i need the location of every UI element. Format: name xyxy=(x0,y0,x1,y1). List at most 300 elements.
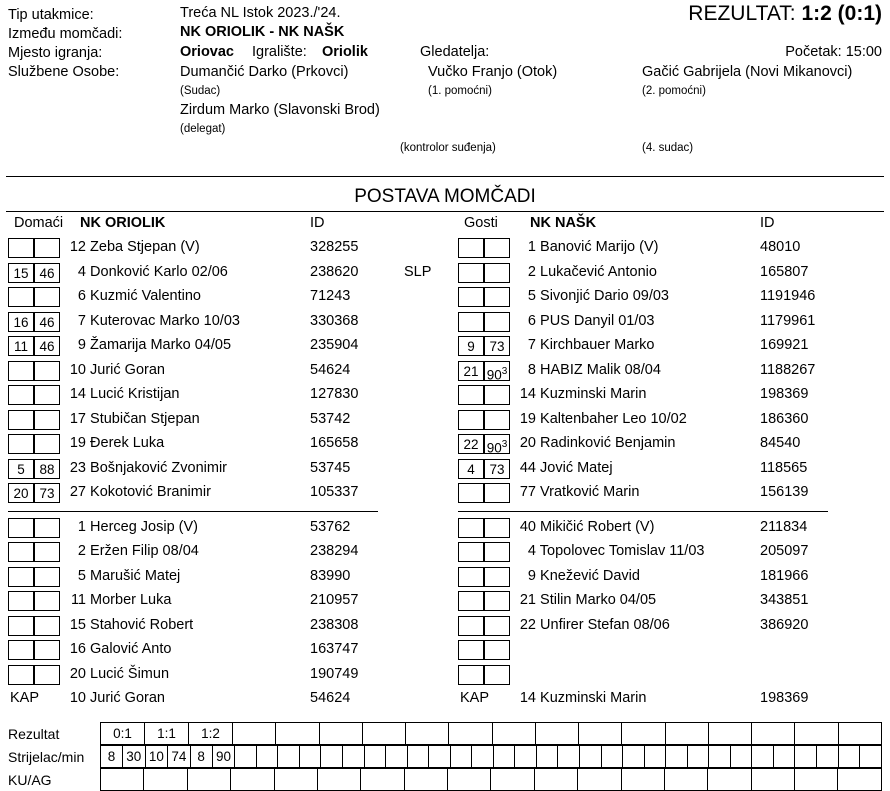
player-sub-in-box[interactable] xyxy=(8,410,34,430)
scorer-cell[interactable] xyxy=(730,746,752,768)
player-id: 163747 xyxy=(310,641,359,657)
player-sub-in-box[interactable] xyxy=(458,385,484,405)
player-sub-in-box[interactable] xyxy=(458,483,484,503)
player-name: 4 Donković Karlo 02/06 xyxy=(77,263,228,280)
player-sub-in-box[interactable] xyxy=(458,542,484,562)
player-sub-minute-box[interactable] xyxy=(484,640,510,660)
player-sub-in-box[interactable] xyxy=(458,238,484,258)
report-header xyxy=(0,0,890,165)
player-sub-minute-box[interactable] xyxy=(34,361,60,381)
ku-ag-cell[interactable] xyxy=(578,769,621,791)
player-row[interactable] xyxy=(458,566,886,591)
officials-ar1-column xyxy=(428,63,628,101)
player-row[interactable] xyxy=(8,566,448,591)
player-row[interactable] xyxy=(458,590,886,615)
scorer-cell[interactable] xyxy=(709,746,731,768)
scorer-cell[interactable] xyxy=(429,746,451,768)
player-name: 9 Žamarija Marko 04/05 xyxy=(77,337,232,353)
player-id: 105337 xyxy=(310,484,359,500)
result-row xyxy=(8,722,882,745)
home-captain-id: 54624 xyxy=(310,690,351,706)
result-cell[interactable] xyxy=(492,723,535,745)
section-title: POSTAVA MOMČADI xyxy=(354,186,536,207)
player-sub-minute-box[interactable] xyxy=(34,434,60,454)
result-cell[interactable] xyxy=(579,723,622,745)
player-name: 17 Stubičan Stjepan xyxy=(69,410,200,427)
player-name: 40 Mikičić Robert (V) xyxy=(519,518,655,535)
label-between-teams: Između momčadi: xyxy=(8,26,123,42)
player-row[interactable] xyxy=(458,311,886,336)
player-sub-minute-box[interactable] xyxy=(34,616,60,636)
scorer-cell[interactable] xyxy=(687,746,709,768)
ku-ag-cell[interactable] xyxy=(708,769,751,791)
scorer-cell[interactable] xyxy=(515,746,537,768)
player-id: 343851 xyxy=(760,592,809,608)
player-sub-minute-box[interactable]: 73 xyxy=(484,459,510,479)
scorer-cell[interactable] xyxy=(795,746,817,768)
referee-controller-role: (kontrolor suđenja) xyxy=(400,142,496,154)
player-sub-minute-box[interactable] xyxy=(484,665,510,685)
player-row[interactable] xyxy=(8,615,448,640)
fourth-official-role: (4. sudac) xyxy=(642,142,694,154)
assistant-referee-2-role: (2. pomoćni) xyxy=(642,85,706,97)
scorer-cell[interactable] xyxy=(299,746,321,768)
player-id: 118565 xyxy=(760,459,808,476)
result-cell[interactable] xyxy=(276,723,319,745)
scorer-cell[interactable] xyxy=(321,746,343,768)
scorer-cell[interactable] xyxy=(493,746,515,768)
player-row[interactable] xyxy=(8,237,448,262)
player-id: 190749 xyxy=(310,665,359,682)
player-row[interactable] xyxy=(8,409,448,434)
player-sub-minute-box[interactable] xyxy=(34,518,60,538)
player-sub-in-box[interactable]: 16 xyxy=(8,312,34,332)
delegate-name: Zirdum Marko (Slavonski Brod) xyxy=(180,102,380,118)
scorer-cell[interactable]: 8 xyxy=(190,746,212,768)
player-sub-in-box[interactable] xyxy=(458,263,484,283)
player-sub-in-box[interactable] xyxy=(458,665,484,685)
venue-name: Oriolik xyxy=(322,44,368,60)
home-starters-list xyxy=(8,237,448,507)
result-cell[interactable]: 1:2 xyxy=(189,723,233,745)
scorer-cell[interactable] xyxy=(752,746,774,768)
player-name: 16 Galović Anto xyxy=(69,641,172,657)
player-name: 4 Topolovec Tomislav 11/03 xyxy=(527,543,705,559)
referee-name: Dumančić Darko (Prkovci) xyxy=(180,64,349,80)
player-name: 22 Unfirer Stefan 08/06 xyxy=(519,616,670,633)
competition-name: Treća NL Istok 2023./'24. xyxy=(180,5,341,21)
player-row[interactable] xyxy=(458,360,886,385)
result-cell[interactable]: 0:1 xyxy=(101,723,145,745)
player-row[interactable] xyxy=(8,384,448,409)
player-id: 165658 xyxy=(310,435,359,451)
player-sub-in-box[interactable]: 9 xyxy=(458,336,484,356)
player-row[interactable] xyxy=(8,639,448,664)
player-row[interactable] xyxy=(458,433,886,458)
scorer-cell[interactable]: 8 xyxy=(101,746,123,768)
player-name: 23 Bošnjaković Zvonimir xyxy=(69,459,228,476)
player-sub-in-box[interactable] xyxy=(8,616,34,636)
result-cell[interactable] xyxy=(319,723,362,745)
player-row[interactable] xyxy=(458,409,886,434)
officials-main-column xyxy=(180,63,405,139)
player-sub-in-box[interactable] xyxy=(8,385,34,405)
scorer-cell[interactable] xyxy=(623,746,645,768)
player-name: 2 Lukačević Antonio xyxy=(527,263,657,280)
player-sub-in-box[interactable]: 20 xyxy=(8,483,34,503)
result-row-label: Rezultat xyxy=(8,725,60,742)
player-row[interactable] xyxy=(8,590,448,615)
result-cell[interactable] xyxy=(622,723,665,745)
player-row[interactable] xyxy=(458,286,886,311)
scorer-row xyxy=(8,745,882,768)
player-sub-in-box[interactable]: 11 xyxy=(8,336,34,356)
player-name: 12 Zeba Stjepan (V) xyxy=(69,239,200,255)
player-sub-minute-box[interactable]: 73 xyxy=(34,483,60,503)
player-id: 238620 xyxy=(310,263,359,280)
player-name: 9 Knežević David xyxy=(527,567,640,584)
scorer-cell[interactable] xyxy=(342,746,364,768)
player-name: 27 Kokotović Branimir xyxy=(69,484,211,500)
player-sub-minute-box[interactable] xyxy=(484,287,510,307)
player-row[interactable] xyxy=(8,311,448,336)
player-row[interactable] xyxy=(8,262,448,287)
player-sub-minute-box[interactable] xyxy=(484,591,510,611)
scorer-cell[interactable] xyxy=(666,746,688,768)
player-id: 330368 xyxy=(310,312,359,329)
player-id: 238294 xyxy=(310,543,359,559)
player-sub-minute-box[interactable] xyxy=(484,263,510,283)
home-team-block xyxy=(8,213,448,712)
scorer-cell[interactable]: 74 xyxy=(168,746,191,768)
kickoff-time: Početak: 15:00 xyxy=(785,44,882,60)
away-starters-list xyxy=(458,237,886,507)
ku-ag-cell[interactable] xyxy=(491,769,534,791)
result-cell[interactable] xyxy=(535,723,578,745)
result-cell[interactable] xyxy=(665,723,708,745)
ku-ag-cell[interactable] xyxy=(448,769,491,791)
player-id: 186360 xyxy=(760,410,809,427)
ku-ag-cell[interactable] xyxy=(361,769,404,791)
player-id: 205097 xyxy=(760,543,809,559)
scorer-cell[interactable] xyxy=(364,746,386,768)
player-row[interactable] xyxy=(8,458,448,483)
away-side-label: Gosti xyxy=(464,215,498,231)
player-sub-in-box[interactable] xyxy=(458,410,484,430)
label-venue: Mjesto igranja: xyxy=(8,45,103,61)
ku-ag-cell[interactable] xyxy=(621,769,664,791)
match-title: NK ORIOLIK - NK NAŠK xyxy=(180,24,345,40)
header-divider xyxy=(6,176,884,177)
ku-ag-row-label: KU/AG xyxy=(8,771,52,788)
player-name: 2 Eržen Filip 08/04 xyxy=(77,543,199,559)
player-sub-minute-box[interactable] xyxy=(34,640,60,660)
player-id: 84540 xyxy=(760,435,801,451)
player-sub-minute-box[interactable] xyxy=(34,542,60,562)
venue-label: Igralište: xyxy=(252,44,307,60)
player-name: 14 Lucić Kristijan xyxy=(69,386,180,402)
player-sub-minute-box[interactable] xyxy=(34,591,60,611)
player-id: 53745 xyxy=(310,459,351,476)
ku-ag-cell[interactable] xyxy=(231,769,274,791)
ku-ag-cell[interactable] xyxy=(751,769,794,791)
player-row[interactable] xyxy=(8,664,448,689)
events-table xyxy=(8,722,882,791)
ku-ag-cell[interactable] xyxy=(144,769,187,791)
player-id: 181966 xyxy=(760,567,809,584)
away-team-name: NK NAŠK xyxy=(530,215,597,231)
player-row[interactable] xyxy=(458,482,886,507)
player-sub-minute-box[interactable] xyxy=(484,385,510,405)
player-id: 235904 xyxy=(310,337,359,353)
player-name: 8 HABIZ Malik 08/04 xyxy=(527,361,661,378)
player-sub-in-box[interactable] xyxy=(458,567,484,587)
player-row[interactable] xyxy=(458,458,886,483)
player-sub-minute-box[interactable] xyxy=(34,665,60,685)
player-sub-minute-box[interactable]: 46 xyxy=(34,312,60,332)
player-row[interactable] xyxy=(458,262,886,287)
player-id: 53742 xyxy=(310,410,351,427)
venue-town: Oriovac xyxy=(180,44,234,60)
player-sub-minute-box[interactable]: 73 xyxy=(484,336,510,356)
player-row[interactable] xyxy=(458,335,886,360)
home-id-label: ID xyxy=(310,215,325,231)
result-cell[interactable] xyxy=(795,723,838,745)
player-id: 386920 xyxy=(760,616,809,633)
player-sub-in-box[interactable] xyxy=(8,287,34,307)
player-row[interactable] xyxy=(458,639,886,664)
player-id: 210957 xyxy=(310,592,359,608)
scorer-cell[interactable] xyxy=(860,746,882,768)
scorer-cell[interactable] xyxy=(601,746,623,768)
player-sub-in-box[interactable] xyxy=(8,434,34,454)
player-sub-in-box[interactable]: 4 xyxy=(458,459,484,479)
delegate-role: (delegat) xyxy=(180,123,226,135)
player-row[interactable] xyxy=(458,384,886,409)
player-sub-in-box[interactable] xyxy=(8,567,34,587)
player-sub-in-box[interactable] xyxy=(458,640,484,660)
ku-ag-cell[interactable] xyxy=(187,769,230,791)
player-sub-in-box[interactable] xyxy=(458,518,484,538)
player-name xyxy=(516,666,536,682)
player-sub-minute-box[interactable]: 46 xyxy=(34,263,60,283)
home-subs-divider xyxy=(8,511,378,512)
referee-role: (Sudac) xyxy=(180,85,221,97)
player-sub-in-box[interactable] xyxy=(8,518,34,538)
player-id: 198369 xyxy=(760,386,809,402)
scorer-cell[interactable] xyxy=(558,746,580,768)
away-captain-id: 198369 xyxy=(760,690,809,706)
player-name: 6 PUS Danyil 01/03 xyxy=(527,312,655,329)
player-sub-minute-box[interactable] xyxy=(484,483,510,503)
player-sub-minute-box[interactable]: 46 xyxy=(34,336,60,356)
player-id: 1188267 xyxy=(760,361,816,378)
away-captain-row xyxy=(458,688,886,712)
ku-ag-cell[interactable] xyxy=(404,769,447,791)
player-sub-in-box[interactable]: 5 xyxy=(8,459,34,479)
player-sub-in-box[interactable]: 21 xyxy=(458,361,484,381)
player-name: 5 Marušić Matej xyxy=(77,567,181,584)
player-sub-minute-box[interactable]: 88 xyxy=(34,459,60,479)
player-sub-in-box[interactable] xyxy=(458,591,484,611)
player-name: 44 Jović Matej xyxy=(519,459,613,476)
scorer-cell[interactable] xyxy=(536,746,558,768)
player-name: 1 Banović Marijo (V) xyxy=(527,239,659,255)
player-sub-in-box[interactable] xyxy=(8,640,34,660)
scorer-cell[interactable] xyxy=(472,746,494,768)
player-row[interactable] xyxy=(458,615,886,640)
player-sub-minute-box[interactable] xyxy=(484,312,510,332)
player-id: 328255 xyxy=(310,239,359,255)
player-row[interactable] xyxy=(8,541,448,566)
result-cell[interactable] xyxy=(449,723,492,745)
assistant-referee-1-role: (1. pomoćni) xyxy=(428,85,492,97)
player-sub-in-box[interactable] xyxy=(8,238,34,258)
result-cell[interactable] xyxy=(708,723,751,745)
player-row[interactable] xyxy=(8,335,448,360)
ku-ag-cell[interactable] xyxy=(795,769,838,791)
player-sub-in-box[interactable] xyxy=(8,542,34,562)
ku-ag-cell[interactable] xyxy=(317,769,360,791)
player-sub-minute-box[interactable] xyxy=(484,616,510,636)
player-row[interactable] xyxy=(8,286,448,311)
player-name: 10 Jurić Goran xyxy=(69,361,165,378)
player-sub-minute-box[interactable] xyxy=(34,567,60,587)
scorer-cell[interactable] xyxy=(235,746,257,768)
away-subs-divider xyxy=(458,511,828,512)
officials-ar2-column xyxy=(642,63,890,101)
player-id: 53762 xyxy=(310,518,351,535)
scorer-cell[interactable] xyxy=(256,746,278,768)
scorer-cell[interactable] xyxy=(278,746,300,768)
scorer-row-label: Strijelac/min xyxy=(8,748,85,765)
player-sub-minute-box[interactable]: $90^3$ xyxy=(484,361,510,381)
player-id: 48010 xyxy=(760,239,801,255)
player-id: 71243 xyxy=(310,288,351,304)
player-name: 5 Sivonjić Dario 09/03 xyxy=(527,288,669,304)
player-sub-minute-box[interactable]: $90^3$ xyxy=(484,434,510,454)
player-sub-minute-box[interactable] xyxy=(484,238,510,258)
player-name: 7 Kuterovac Marko 10/03 xyxy=(77,312,240,329)
player-name xyxy=(516,641,536,657)
player-row[interactable] xyxy=(458,664,886,689)
scorer-cell[interactable] xyxy=(644,746,666,768)
away-id-label: ID xyxy=(760,215,775,231)
player-name: 21 Stilin Marko 04/05 xyxy=(519,592,657,608)
home-captain-row xyxy=(8,688,448,712)
player-sub-minute-box[interactable] xyxy=(484,542,510,562)
header-label-column xyxy=(8,6,178,82)
scorer-cell[interactable] xyxy=(386,746,408,768)
player-sub-in-box[interactable] xyxy=(458,312,484,332)
player-id: 156139 xyxy=(760,484,809,500)
away-team-block xyxy=(458,213,886,712)
home-substitutes-list xyxy=(8,517,448,689)
player-sub-minute-box[interactable] xyxy=(484,518,510,538)
result-cell[interactable] xyxy=(752,723,795,745)
home-column-header xyxy=(8,213,448,237)
assistant-referee-1-name: Vučko Franjo (Otok) xyxy=(428,64,558,80)
player-row[interactable] xyxy=(458,517,886,542)
result-cell[interactable] xyxy=(406,723,449,745)
player-id: 1179961 xyxy=(760,312,816,329)
home-captain-name: 10 Jurić Goran xyxy=(69,690,165,706)
player-name: 14 Kuzminski Marin xyxy=(519,386,647,402)
player-row[interactable] xyxy=(8,360,448,385)
player-row[interactable] xyxy=(458,541,886,566)
ku-ag-cell[interactable] xyxy=(101,769,144,791)
player-sub-in-box[interactable] xyxy=(458,616,484,636)
player-row[interactable] xyxy=(8,482,448,507)
result-cell[interactable]: 1:1 xyxy=(145,723,189,745)
player-sub-minute-box[interactable] xyxy=(484,567,510,587)
player-name: 19 Kaltenbaher Leo 10/02 xyxy=(519,410,687,427)
player-sub-in-box[interactable] xyxy=(8,361,34,381)
player-id: 54624 xyxy=(310,361,351,378)
player-sub-in-box[interactable]: 15 xyxy=(8,263,34,283)
away-captain-name: 14 Kuzminski Marin xyxy=(519,690,647,706)
player-row[interactable] xyxy=(8,433,448,458)
home-side-label: Domaći xyxy=(14,215,64,231)
result-cell[interactable] xyxy=(838,723,882,745)
player-id: 83990 xyxy=(310,567,351,584)
away-captain-label: KAP xyxy=(460,690,490,706)
label-match-type: Tip utakmice: xyxy=(8,7,94,23)
ku-ag-cell[interactable] xyxy=(838,769,882,791)
player-row[interactable] xyxy=(8,517,448,542)
scorer-cell[interactable]: 10 xyxy=(145,746,168,768)
player-sub-minute-box[interactable] xyxy=(34,385,60,405)
player-sub-in-box[interactable] xyxy=(8,665,34,685)
player-sub-in-box[interactable]: 22 xyxy=(458,434,484,454)
scorer-cell[interactable] xyxy=(838,746,860,768)
result-label: REZULTAT: xyxy=(688,2,796,25)
ku-ag-row xyxy=(8,768,882,791)
scorer-cell[interactable]: 90 xyxy=(212,746,235,768)
player-id: 169921 xyxy=(760,337,809,353)
player-sub-in-box[interactable] xyxy=(458,287,484,307)
result-score: 1:2 (0:1) xyxy=(801,2,882,25)
player-name: 19 Đerek Luka xyxy=(69,435,165,451)
player-sub-minute-box[interactable] xyxy=(34,287,60,307)
player-name: 11 Morber Luka xyxy=(70,592,172,608)
label-officials: Službene Osobe: xyxy=(8,64,120,80)
ku-ag-cell[interactable] xyxy=(534,769,577,791)
player-sub-minute-box[interactable] xyxy=(34,410,60,430)
events-grid xyxy=(8,722,882,791)
spectators-label: Gledatelja: xyxy=(420,44,490,60)
player-id: 1191946 xyxy=(760,288,816,304)
scorer-cell[interactable] xyxy=(407,746,429,768)
result-cell[interactable] xyxy=(233,723,276,745)
player-name: 1 Herceg Josip (V) xyxy=(77,518,199,535)
ku-ag-cell[interactable] xyxy=(274,769,317,791)
scorer-cell[interactable] xyxy=(579,746,601,768)
scorer-cell[interactable]: 30 xyxy=(123,746,146,768)
player-name: 20 Lucić Šimun xyxy=(69,665,170,682)
scorer-cell[interactable] xyxy=(816,746,838,768)
result-cell[interactable] xyxy=(362,723,405,745)
player-sub-minute-box[interactable] xyxy=(34,238,60,258)
scorer-cell[interactable] xyxy=(450,746,472,768)
player-sub-minute-box[interactable] xyxy=(484,410,510,430)
player-sub-in-box[interactable] xyxy=(8,591,34,611)
player-row[interactable] xyxy=(458,237,886,262)
home-captain-label: KAP xyxy=(10,690,40,706)
scorer-cell[interactable] xyxy=(773,746,795,768)
assistant-referee-2-name: Gačić Gabrijela (Novi Mikanovci) xyxy=(642,64,853,80)
ku-ag-cell[interactable] xyxy=(664,769,707,791)
